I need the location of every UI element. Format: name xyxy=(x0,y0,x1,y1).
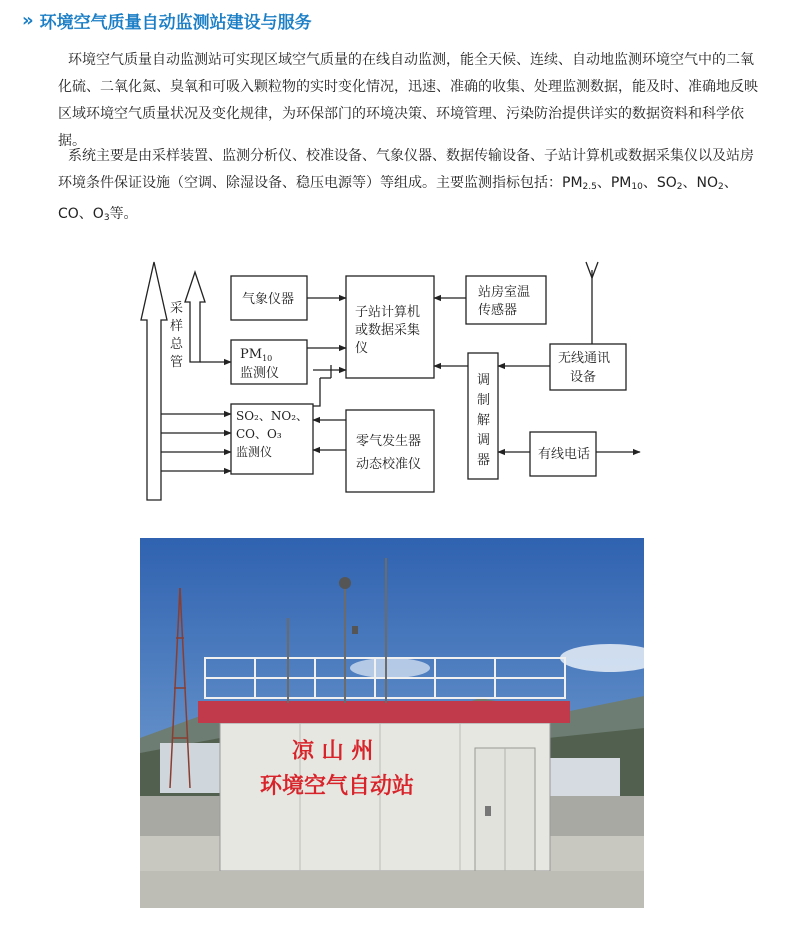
station-sign-line2: 环境空气自动站 xyxy=(260,773,415,799)
sampling-pipe-arrow xyxy=(141,262,167,500)
wireless-line1: 无线通讯 xyxy=(558,351,611,366)
zero-gas-line2: 动态校准仪 xyxy=(356,457,422,472)
sampling-pipe-label-3: 总 xyxy=(170,337,184,352)
sampling-pipe-label-1: 采 xyxy=(170,301,184,316)
modem-char-1: 调 xyxy=(477,373,491,388)
pm10-label-line2: 监测仪 xyxy=(240,366,280,381)
gas-monitor-line2: CO、O₃ xyxy=(236,427,282,441)
system-paragraph: 系统主要是由采样装置、监测分析仪、校准设备、气象仪器、数据传输设备、子站计算机或数据采集仪以及站房环境条件保证设施（空调、除湿设备、稳压电源等）等组成。主要监测指标包括：$PM_{2.5}$、$PM_{10}$、$SO_2$、$NO_2$、CO、$O_3$等。 xyxy=(58,148,754,223)
room-temp-line1: 站房室温 xyxy=(478,285,531,300)
heading-text: 环境空气质量自动监测站建设与服务 xyxy=(39,13,312,33)
gas-monitor-line3: 监测仪 xyxy=(236,445,273,459)
room-temp-line2: 传感器 xyxy=(478,303,518,318)
sampling-pipe-label-4: 管 xyxy=(170,355,184,370)
substation-line3: 仪 xyxy=(355,341,369,356)
pm10-sampling-arrow xyxy=(185,272,205,362)
substation-line1: 子站计算机 xyxy=(355,305,421,320)
zero-gas-line1: 零气发生器 xyxy=(356,434,422,449)
modem-char-4: 调 xyxy=(477,433,491,448)
weather-instrument-label: 气象仪器 xyxy=(242,292,295,307)
modem-char-5: 器 xyxy=(477,453,491,468)
modem-char-2: 制 xyxy=(477,393,491,408)
pm10-label-line1: $PM_{10}$ xyxy=(240,347,273,363)
wired-phone-label: 有线电话 xyxy=(538,447,591,462)
intro-paragraph: 环境空气质量自动监测站可实现区域空气质量的在线自动监测，能全天候、连续、自动地监测环境空气中的二氧化硫、二氧化氮、臭氧和可吸入颗粒物的实时变化情况，迅速、准确的收集、处理监测数据，能及时、准确地反映区域环境空气质量状况及变化规律，为环保部门的环境决策、环境管理、污染防治提供详实的数据资料和科学依据。 xyxy=(58,52,758,149)
wireless-line2: 设备 xyxy=(570,370,597,385)
zero-gas-calibrator-box xyxy=(346,410,434,492)
station-photo xyxy=(140,538,644,908)
substation-line2: 或数据采集 xyxy=(355,323,421,338)
station-sign-line1: 凉 山 州 xyxy=(292,738,374,764)
modem-char-3: 解 xyxy=(477,413,491,428)
sampling-pipe-label-2: 样 xyxy=(170,319,184,334)
gas-monitor-line1: SO₂、NO₂、 xyxy=(236,409,309,423)
double-chevron-right-icon: » xyxy=(22,10,34,31)
